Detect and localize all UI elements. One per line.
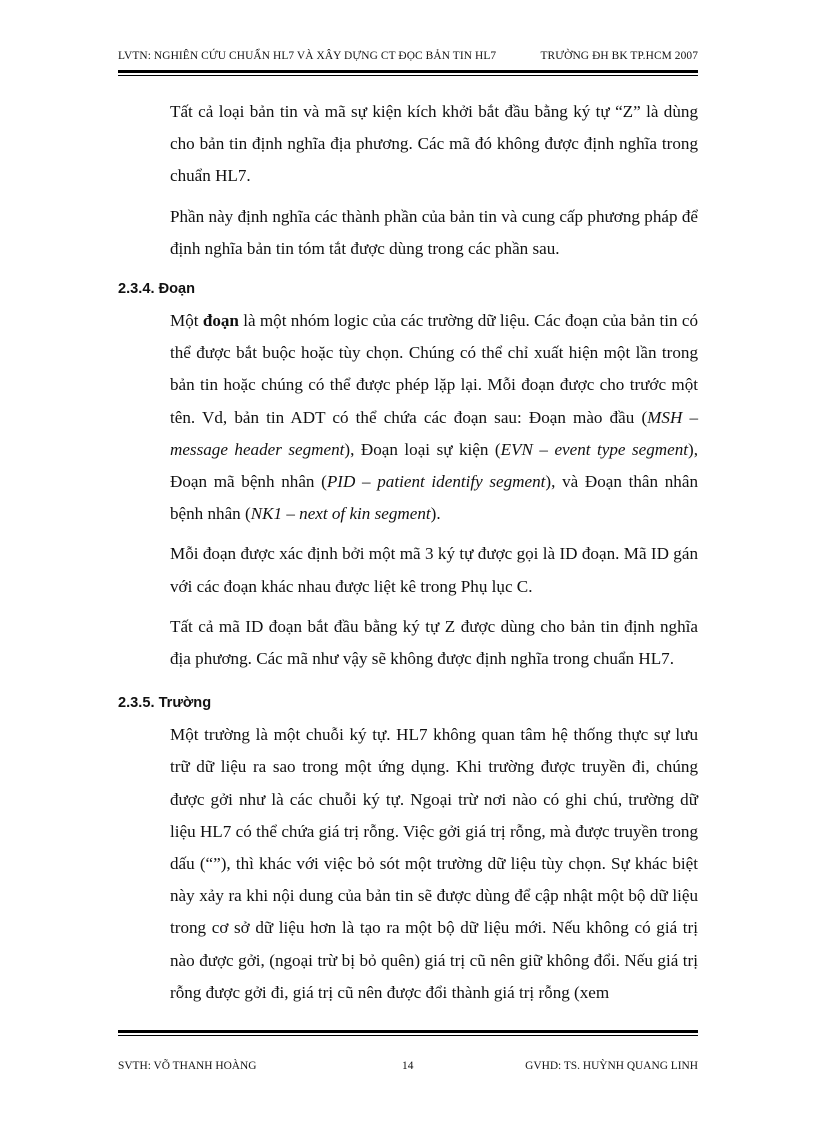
italic-msh: MSH – message header segment [170,407,698,459]
section-2-3-4-paragraph-3: Tất cả mã ID đoạn bắt đầu bằng ký tự Z được dùng cho bản tin định nghĩa địa phương. Các mã như vậy sẽ không được định nghĩa trong chuẩn HL7. [170,616,698,669]
section-heading-2-3-5: 2.3.5. Trường [118,695,212,712]
page-header [118,50,698,70]
header-university: TRƯỜNG ĐH BK TP.HCM 2007 [540,50,698,62]
page-footer [118,1060,698,1078]
header-thesis-title: LVTN: NGHIÊN CỨU CHUẨN HL7 VÀ XÂY DỰNG CT ĐỌC BẢN TIN HL7 [118,50,497,62]
section-2-3-4-paragraph-1: Một đoạn là một nhóm logic của các trường dữ liệu. Các đoạn của bản tin có thể được bắt buộc hoặc tùy chọn. Chúng có thể chỉ xuất hiện một lần trong bản tin hoặc chúng có thể được phép lặp lại. Mỗi đoạn được cho trước một tên. Vd, bản tin ADT có thể chứa các đoạn sau: Đoạn mào đầu (MSH – message header segment), Đoạn loại sự kiện (EVN – event type segment), Đoạn mã bệnh nhân (PID – patient identify segment), và Đoạn thân nhân bệnh nhân (NK1 – next of kin segment). [170,311,698,524]
section-2-3-4-paragraph-2: Mỗi đoạn được xác định bởi một mã 3 ký tự được gọi là ID đoạn. Mã ID gán với các đoạn khác nhau được liệt kê trong Phụ lục C. [170,544,698,596]
section-heading-2-3-4: 2.3.4. Đoạn [118,281,196,298]
header-rule-thin [118,75,698,76]
footer-rule-thick [118,1030,698,1033]
bold-term-doan: đoạn [202,311,239,331]
section-2-3-5-paragraph-1: Một trường là một chuỗi ký tự. HL7 không quan tâm hệ thống thực sự lưu trữ dữ liệu ra sao trong một ứng dụng. Khi trường được truyền đi, chúng được gởi như là các chuỗi ký tự. Ngoại trừ nơi nào có ghi chú, trường dữ liệu HL7 có thể chứa giá trị rỗng. Việc gởi giá trị rỗng, mà được truyền trong dấu (“”), thì khác với việc bỏ sót một trường dữ liệu tùy chọn. Sự khác biệt này xảy ra khi nội dung của bản tin sẽ được dùng để cập nhật một bộ dữ liệu trong cơ sở dữ liệu hơn là tạo ra một bộ dữ liệu mới. Nếu không có giá trị nào được gởi, (ngoại trừ bị bỏ quên) giá trị cũ nên giữ không đổi. Nếu giá trị rỗng được gởi đi, giá trị cũ nên được đổi thành giá trị rỗng (xem [170,725,698,1002]
footer-advisor: GVHD: TS. HUỲNH QUANG LINH [525,1060,698,1072]
page-body [118,96,698,1017]
italic-pid: PID – patient identify segment [326,472,546,492]
intro-paragraph-2: Phần này định nghĩa các thành phần của bản tin và cung cấp phương pháp để định nghĩa bản tin tóm tắt được dùng trong các phần sau. [170,206,698,258]
italic-evn: EVN – event type segment [500,439,689,459]
page-number: 14 [402,1060,414,1072]
italic-nk1: NK1 – next of kin segment [250,504,431,524]
footer-rule-thin [118,1035,698,1036]
header-rule-thick [118,70,698,73]
intro-paragraph-1: Tất cả loại bản tin và mã sự kiện kích khởi bắt đầu bằng ký tự “Z” là dùng cho bản tin định nghĩa địa phương. Các mã đó không được định nghĩa trong chuẩn HL7. [170,102,698,186]
footer-student: SVTH: VÕ THANH HOÀNG [118,1060,257,1072]
